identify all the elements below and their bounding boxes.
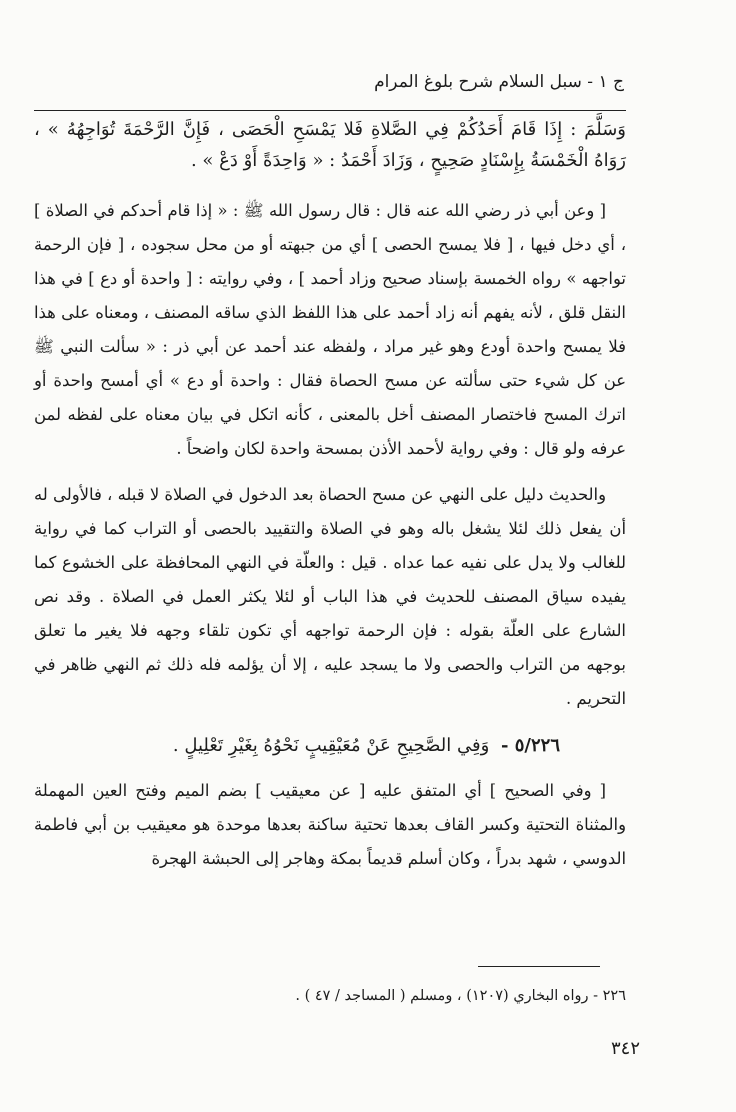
hadith-number: ٥/٢٢٦ - [501, 735, 560, 756]
footnote-rule [478, 966, 600, 967]
hadith-text: وَسَلَّمَ : إِذَا قَامَ أَحَدُكُمْ فِي الصَّلاةِ فَلا يَمْسَحِ الْحَصَى ، فَإِنَّ الرَّحْمَةَ تُوَاجِهُهُ » ، رَوَاهُ الْخَمْسَةُ بِإِسْنَادٍ صَحِيحٍ ، وَزَادَ أَحْمَدُ : « وَاحِدَةً أَوْ دَعْ » . [34, 119, 626, 171]
sub-hadith-text: وَفِي الصَّحِيحِ عَنْ مُعَيْقِيبٍ نَحْوُهُ بِغَيْرِ تَعْلِيلٍ . [172, 735, 490, 756]
sub-hadith [34, 728, 626, 764]
page-body [34, 114, 626, 888]
commentary-paragraph: [ وفي الصحيح ] أي المتفق عليه [ عن معيقيب ] بضم الميم وفتح العين المهملة والمثناة التحتية وكسر القاف بعدها تحتية ساكنة بعدها موحدة هو معيقيب بن أبي فاطمة الدوسي ، شهد بدراً ، وكان أسلم قديماً بمكة وهاجر إلى الحبشة الهجرة [34, 781, 626, 868]
commentary-paragraph: والحديث دليل على النهي عن مسح الحصاة بعد الدخول في الصلاة لا قبله ، فالأولى له أن يفعل ذلك لئلا يشغل باله وهو في الصلاة والتقييد بالحصى أو التراب كما في رواية للغالب ولا يدل على نفيه عما عداه . قيل : والعلّة في النهي المحافظة على الخشوع كما يفيده سياق المصنف للحديث في هذا الباب أو لئلا يكثر العمل في الصلاة . وقد نص الشارع على العلّة بقوله : فإن الرحمة تواجهه أي تكون تلقاء وجهه فلا يغير ما تعلق بوجهه من التراب والحصى ولا ما يسجد عليه ، إلا أن يؤلمه فله ذلك ثم النهي ظاهر في التحريم . [34, 485, 626, 708]
footnote: ٢٢٦ - رواه البخاري (١٢٠٧) ، ومسلم ( المساجد / ٤٧ ) . [295, 988, 626, 1004]
header-rule [34, 110, 626, 111]
page-number: ٣٤٢ [610, 1038, 640, 1059]
commentary-paragraph: [ وعن أبي ذر رضي الله عنه قال : قال رسول الله ﷺ : « إذا قام أحدكم في الصلاة ] ، أي دخل فيها ، [ فلا يمسح الحصى ] أي من جبهته أو من محل سجوده ، [ فإن الرحمة تواجهه » رواه الخمسة بإسناد صحيح وزاد أحمد ] ، وفي روايته : [ واحدة أو دع ] في هذا النقل قلق ، لأنه يفهم أنه زاد أحمد على هذا اللفظ الذي ساقه المصنف ، ومعناه على هذا فلا يمسح واحدة أودع وهو غير مراد ، ولفظه عند أحمد عن أبي ذر : « سألت النبي ﷺ عن كل شيء حتى سألته عن مسح الحصاة فقال : واحدة أو دع » أي أمسح واحدة أو اترك المسح فاختصار المصنف أخل بالمعنى ، كأنه اتكل في بيان معناه على لفظه لمن عرفه ولو قال : وفي رواية لأحمد الأذن بمسحة واحدة لكان واضحاً . [34, 201, 626, 458]
running-title: ج ١ - سبل السلام شرح بلوغ المرام [374, 72, 624, 92]
